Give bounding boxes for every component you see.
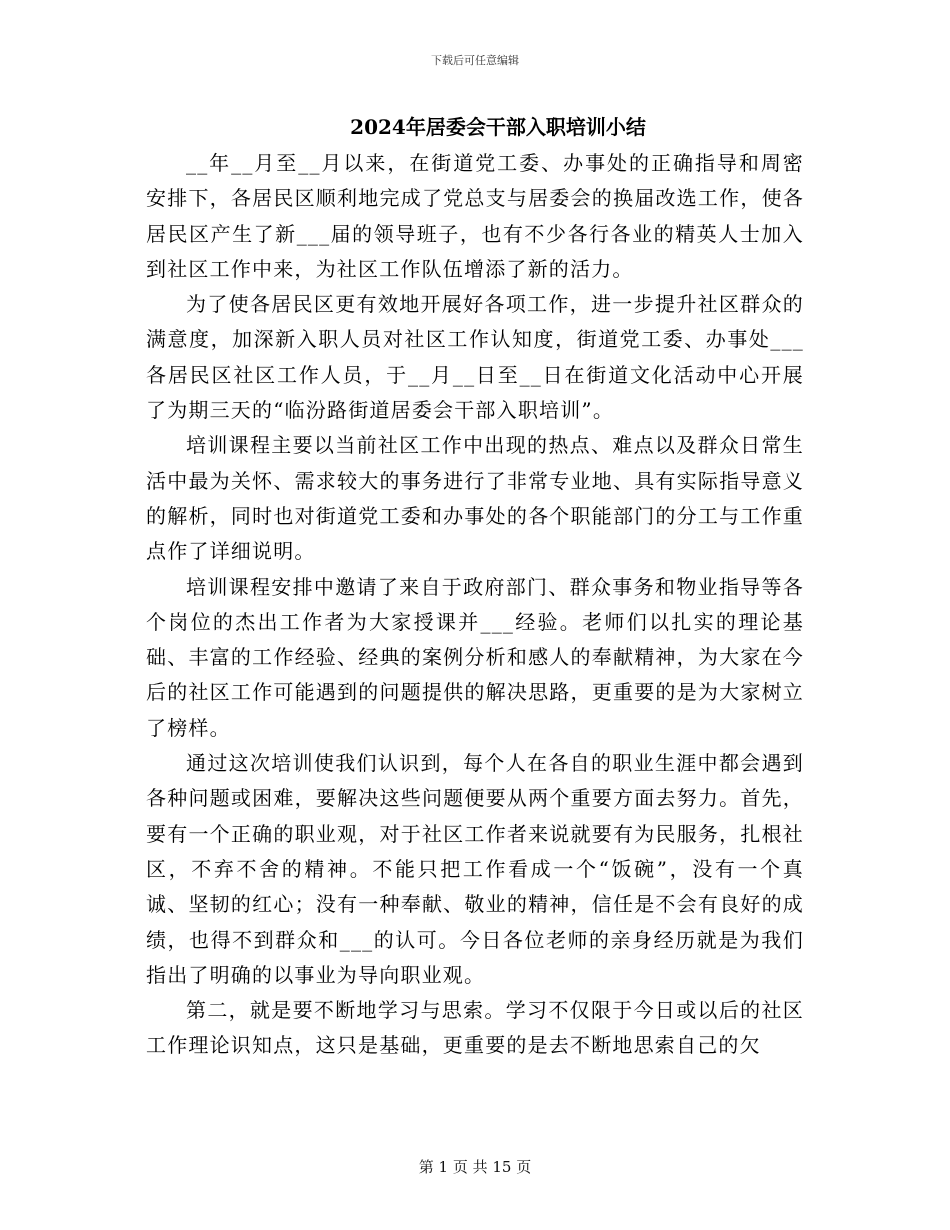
paragraph-6: 第二，就是要不断地学习与思索。学习不仅限于今日或以后的社区工作理论识知点，这只是基础，更重要的是去不断地思索自己的欠 [146, 998, 804, 1058]
paragraph-2: 为了使各居民区更有效地开展好各项工作，进一步提升社区群众的满意度，加深新入职人员对社区工作认知度，街道党工委、办事处___各居民区社区工作人员，于__月__日至__日在街道文化活动中心开展了为期三天的“临汾路街道居委会干部入职培训”。 [146, 292, 804, 423]
document-title: 2024年居委会干部入职培训小结 [350, 115, 646, 139]
page-header-note: 下载后可任意编辑 [431, 54, 519, 67]
paragraph-1: __年__月至__月以来，在街道党工委、办事处的正确指导和周密安排下，各居民区顺利地完成了党总支与居委会的换届改选工作，使各居民区产生了新___届的领导班子，也有不少各行各业的精英人士加入到社区工作中来，为社区工作队伍增添了新的活力。 [146, 151, 804, 281]
paragraph-3: 培训课程主要以当前社区工作中出现的热点、难点以及群众日常生活中最为关怀、需求较大的事务进行了非常专业地、具有实际指导意义的解析，同时也对街道党工委和办事处的各个职能部门的分工与工作重点作了详细说明。 [146, 433, 804, 564]
paragraph-5: 通过这次培训使我们认识到，每个人在各自的职业生涯中都会遇到各种问题或困难，要解决这些问题便要从两个重要方面去努力。首先，要有一个正确的职业观，对于社区工作者来说就要有为民服务，扎根社区，不弃不舍的精神。不能只把工作看成一个“饭碗”，没有一个真诚、坚韧的红心；没有一种奉献、敬业的精神，信任是不会有良好的成绩，也得不到群众和___的认可。今日各位老师的亲身经历就是为我们指出了明确的以事业为导向职业观。 [146, 751, 804, 987]
page-number: 第 1 页 共 15 页 [418, 1158, 532, 1176]
paragraph-4: 培训课程安排中邀请了来自于政府部门、群众事务和物业指导等各个岗位的杰出工作者为大家授课并___经验。老师们以扎实的理论基础、丰富的工作经验、经典的案例分析和感人的奉献精神，为大家在今后的社区工作可能遇到的问题提供的解决思路，更重要的是为大家树立了榜样。 [146, 574, 804, 740]
document-body [146, 146, 804, 1064]
